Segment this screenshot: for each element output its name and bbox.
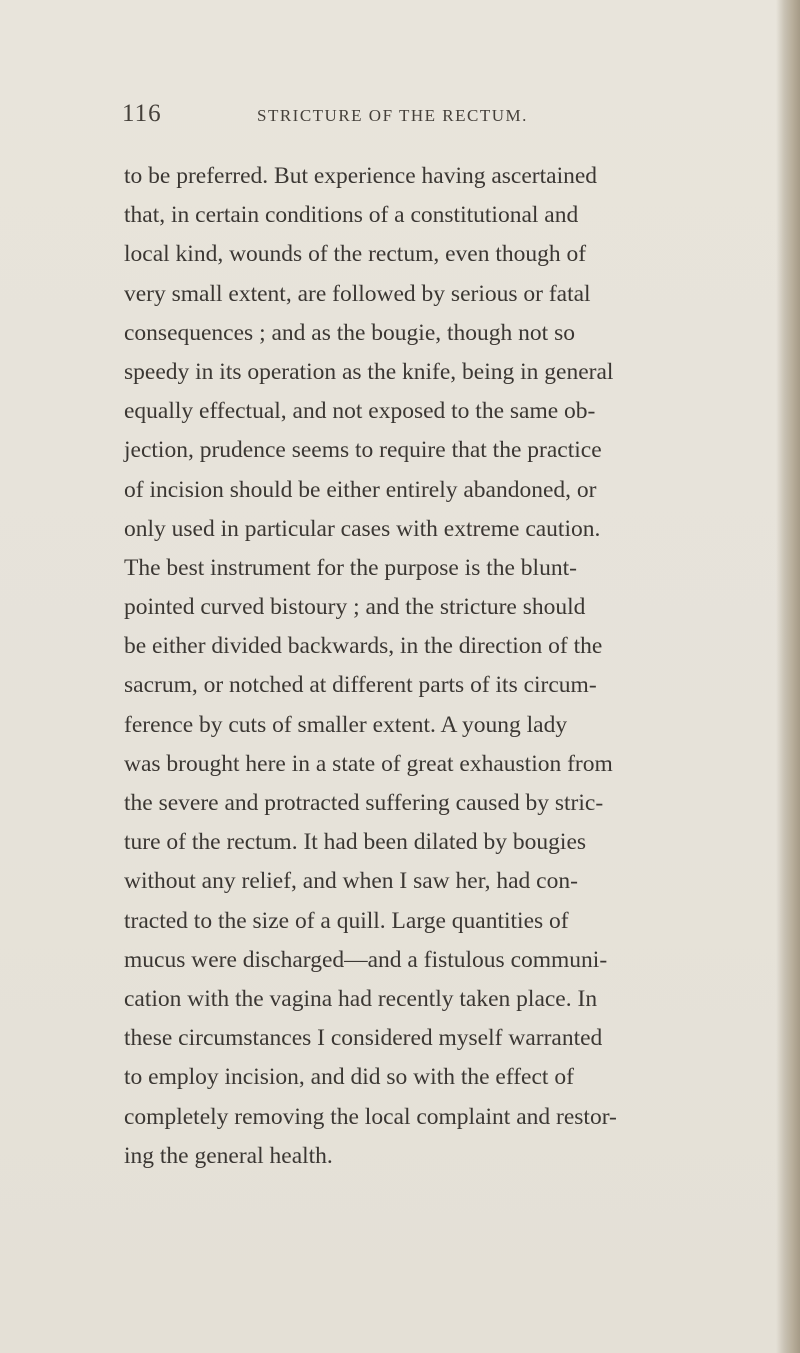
text-line: completely removing the local complaint and restor- — [124, 1103, 617, 1130]
page-edge — [776, 0, 800, 1353]
running-head-title: STRICTURE OF THE RECTUM. — [257, 106, 528, 125]
text-line: The best instrument for the purpose is the blunt- — [124, 554, 577, 581]
text-line: only used in particular cases with extreme caution. — [124, 515, 601, 542]
text-line: tracted to the size of a quill. Large quantities of — [124, 907, 569, 934]
text-line: mucus were discharged—and a fistulous communi- — [124, 946, 608, 973]
text-line: these circumstances I considered myself warranted — [124, 1025, 603, 1052]
text-line: ference by cuts of smaller extent. A young lady — [124, 711, 568, 738]
page-number: 116 — [122, 100, 162, 127]
text-line: the severe and protracted suffering caused by stric- — [124, 790, 604, 816]
text-line: jection, prudence seems to require that the practice — [124, 437, 602, 464]
text-line: was brought here in a state of great exhaustion from — [124, 750, 613, 777]
text-line: that, in certain conditions of a constitutional and — [124, 202, 579, 229]
text-line: to employ incision, and did so with the effect of — [124, 1064, 574, 1091]
running-head — [122, 100, 722, 136]
text-line: sacrum, or notched at different parts of its circum- — [124, 672, 597, 699]
text-line: to be preferred. But experience having ascertained — [124, 163, 598, 189]
text-line: very small extent, are followed by serious or fatal — [124, 280, 591, 307]
text-line: equally effectual, and not exposed to the same ob- — [124, 398, 596, 425]
text-line: cation with the vagina had recently taken place. In — [124, 985, 598, 1012]
text-line: consequences ; and as the bougie, though not so — [124, 319, 575, 346]
text-line: ing the general health. — [124, 1142, 333, 1169]
body-text — [124, 157, 764, 1176]
text-line: be either divided backwards, in the direction of the — [124, 633, 603, 660]
text-line: ture of the rectum. It had been dilated by bougies — [124, 829, 587, 856]
text-line: speedy in its operation as the knife, being in general — [124, 358, 614, 385]
text-line: local kind, wounds of the rectum, even though of — [124, 241, 587, 268]
text-line: pointed curved bistoury ; and the stricture should — [124, 594, 586, 621]
text-line: without any relief, and when I saw her, had con- — [124, 868, 578, 895]
text-line: of incision should be either entirely abandoned, or — [124, 476, 597, 503]
